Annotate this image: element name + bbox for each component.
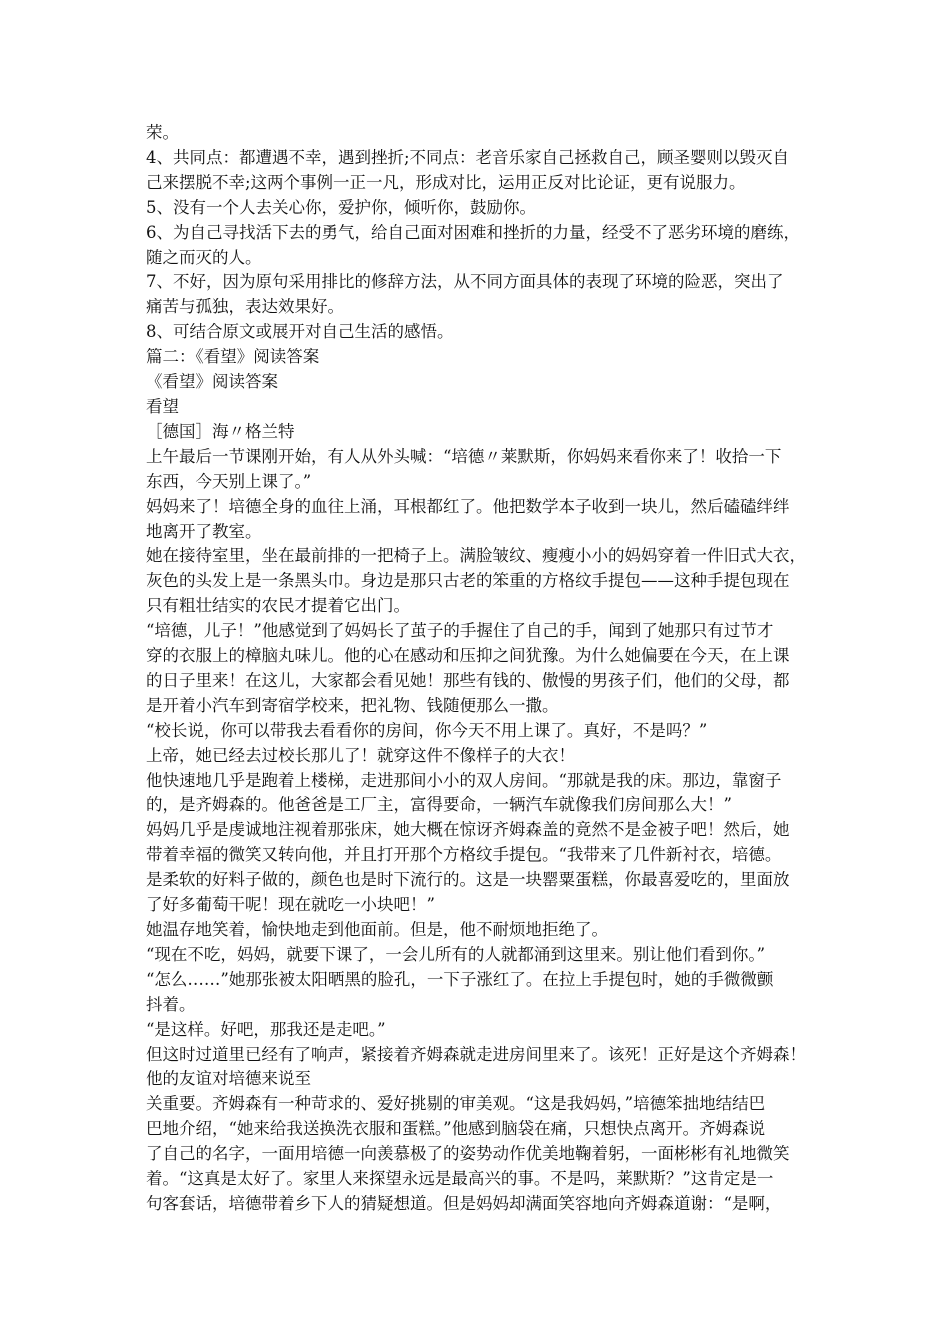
text-line: 上午最后一节课刚开始，有人从外头喊：“培德〃莱默斯，你妈妈来看你来了！收拾一下 — [146, 446, 782, 466]
text-line: 句客套话，培德带着乡下人的猜疑想道。但是妈妈却满面笑容地向齐姆森道谢：“是啊， — [146, 1193, 782, 1213]
text-line: 他的友谊对培德来说至 — [146, 1069, 311, 1089]
text-line: 的，是齐姆森的。他爸爸是工厂主，富得要命，一辆汽车就像我们房间那么大！” — [146, 795, 732, 815]
text-line: 她在接待室里，坐在最前排的一把椅子上。满脸皱纹、瘦瘦小小的妈妈穿着一件旧式大衣， — [146, 546, 806, 566]
text-line: 痛苦与孤独，表达效果好。 — [146, 297, 344, 317]
story-title: 看望 — [146, 396, 179, 416]
text-line: 着。“这真是太好了。家里人来探望永远是最高兴的事。不是吗，莱默斯？”这肯定是一 — [146, 1169, 774, 1189]
text-line: 他快速地几乎是跑着上楼梯，走进那间小小的双人房间。“那就是我的床。那边，靠窗子 — [146, 770, 782, 790]
text-line: 地离开了教室。 — [146, 521, 262, 541]
text-line: “培德，儿子！”他感觉到了妈妈长了茧子的手握住了自己的手，闻到了她那只有过节才 — [146, 621, 774, 641]
text-line: 荣。 — [146, 123, 179, 142]
text-line: 只有粗壮结实的农民才提着它出门。 — [146, 596, 410, 616]
text-line: 上帝，她已经去过校长那儿了！就穿这件不像样子的大衣！ — [146, 745, 575, 765]
text-line: 的日子里来！在这儿，大家都会看见她！那些有钱的、傲慢的男孩子们，他们的父母，都 — [146, 670, 790, 690]
text-line: “现在不吃，妈妈，就要下课了，一会儿所有的人就都涌到这里来。别让他们看到你。” — [146, 944, 766, 964]
text-line: 己来摆脱不幸;这两个事例一正一凡，形成对比，运用正反对比论证，更有说服力。 — [146, 172, 746, 192]
text-line: “怎么……”她那张被太阳晒黑的脸孔，一下子涨红了。在拉上手提包时，她的手微微颤 — [146, 969, 774, 989]
text-line: 是开着小汽车到寄宿学校来，把礼物、钱随便那么一撒。 — [146, 695, 559, 715]
text-line: 8、可结合原文或展开对自己生活的感悟。 — [146, 322, 454, 342]
text-line: 灰色的头发上是一条黑头巾。身边是那只古老的笨重的方格纹手提包——这种手提包现在 — [146, 571, 790, 591]
text-line: 4、共同点：都遭遇不幸，遇到挫折;不同点：老音乐家自己拯救自己，顾圣婴则以毁灭自 — [146, 147, 790, 167]
text-line: 抖着。 — [146, 994, 196, 1014]
text-line: 5、没有一个人去关心你，爱护你，倾听你，鼓励你。 — [146, 197, 536, 217]
text-line: 妈妈几乎是虔诚地注视着那张床，她大概在惊讶齐姆森盖的竟然不是金被子吧！然后，她 — [146, 820, 790, 840]
document-body — [146, 121, 818, 1217]
text-line: 了自己的名字，一面用培德一向羡慕极了的姿势动作优美地鞠着躬，一面彬彬有礼地微笑 — [146, 1144, 790, 1164]
text-line: 6、为自己寻找活下去的勇气，给自己面对困难和挫折的力量，经受不了恶劣环境的磨练， — [146, 222, 800, 242]
text-line: 7、不好，因为原句采用排比的修辞方法，从不同方面具体的表现了环境的险恶，突出了 — [146, 272, 784, 292]
text-line: “校长说，你可以带我去看看你的房间，你今天不用上课了。真好，不是吗？” — [146, 720, 708, 740]
story-author: ［德国］海〃格兰特 — [146, 421, 295, 441]
text-line: 她温存地笑着，愉快地走到他面前。但是，他不耐烦地拒绝了。 — [146, 920, 608, 939]
text-line: 是柔软的好料子做的，颜色也是时下流行的。这是一块罂粟蛋糕，你最喜爱吃的，里面放 — [146, 870, 790, 890]
text-line: 巴地介绍，“她来给我送换洗衣服和蛋糕。”他感到脑袋在痛，只想快点离开。齐姆森说 — [146, 1119, 766, 1139]
section-title: 《看望》阅读答案 — [146, 372, 278, 392]
text-line: 带着幸福的微笑又转向他，并且打开那个方格纹手提包。“我带来了几件新衬衣，培德。 — [146, 845, 782, 865]
text-line: 穿的衣服上的樟脑丸味儿。他的心在感动和压抑之间犹豫。为什么她偏要在今天，在上课 — [146, 646, 790, 666]
text-line: 东西，今天别上课了。” — [146, 471, 312, 491]
text-line: 关重要。齐姆森有一种苛求的、爱好挑剔的审美观。“这是我妈妈，”培德笨拙地结结巴 — [146, 1094, 766, 1114]
text-line: 妈妈来了！培德全身的血往上涌，耳根都红了。他把数学本子收到一块儿，然后磕磕绊绊 — [146, 496, 790, 516]
text-line: 随之而灭的人。 — [146, 247, 262, 267]
section-heading: 篇二：《看望》阅读答案 — [146, 347, 320, 367]
text-line: 了好多葡萄干呢！现在就吃一小块吧！” — [146, 895, 435, 915]
text-line: 但这时过道里已经有了响声，紧接着齐姆森就走进房间里来了。该死！正好是这个齐姆森！ — [146, 1044, 806, 1064]
text-line: “是这样。好吧，那我还是走吧。” — [146, 1019, 386, 1039]
